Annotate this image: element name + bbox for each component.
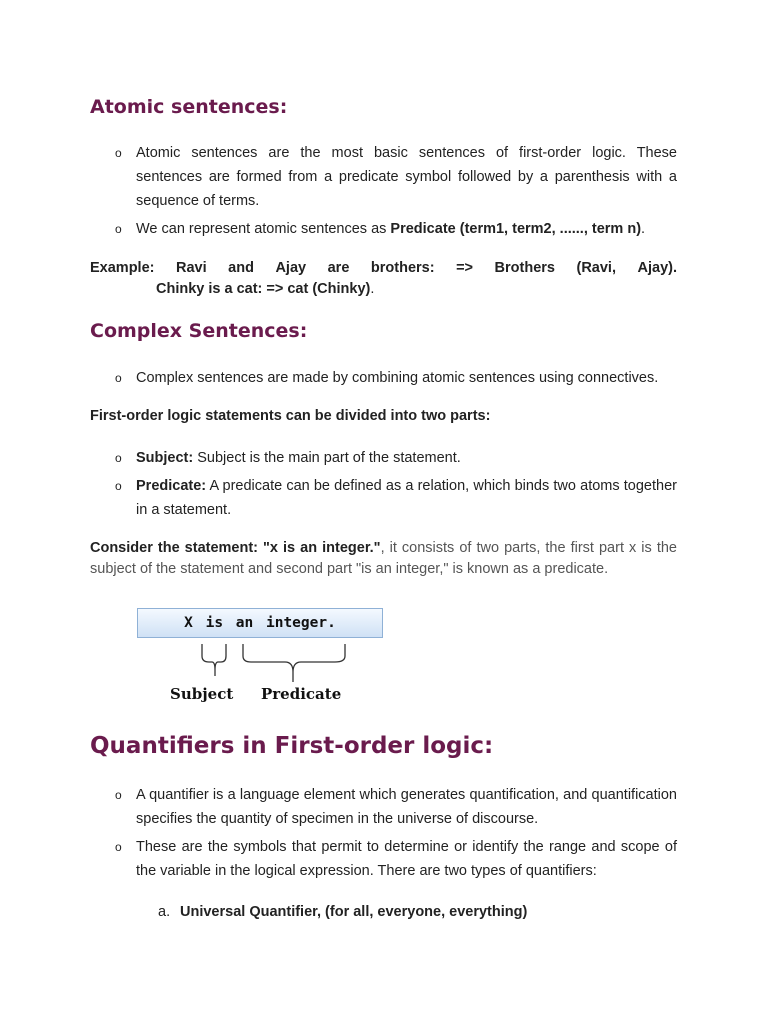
list-item bbox=[90, 217, 677, 241]
example-word: brothers: bbox=[370, 260, 435, 276]
example-word: Ajay bbox=[275, 260, 307, 276]
example-word: (Ravi, bbox=[576, 260, 616, 276]
heading-quantifiers: Quantifiers in First-order logic: bbox=[90, 733, 494, 759]
complex-bullet-list bbox=[90, 366, 677, 394]
bullet-marker: o bbox=[115, 788, 122, 802]
example-text: Chinky is a cat: => cat (Chinky) bbox=[156, 281, 371, 297]
predicate-label: Predicate bbox=[261, 685, 342, 703]
list-item bbox=[90, 366, 677, 390]
list-item bbox=[90, 474, 677, 522]
heading-atomic-sentences: Atomic sentences: bbox=[90, 96, 288, 118]
bullet-marker: o bbox=[115, 371, 122, 385]
subject-label: Subject bbox=[170, 685, 234, 703]
example-word: Brothers bbox=[494, 260, 555, 276]
example-word: Ajay). bbox=[637, 260, 677, 276]
bullet-text-prefix: We can represent atomic sentences as bbox=[136, 221, 391, 237]
heading-complex-sentences: Complex Sentences: bbox=[90, 320, 308, 342]
example-period: . bbox=[370, 281, 375, 297]
list-item bbox=[90, 141, 677, 213]
consider-explanation: , it consists of two parts, the first part x is the subject of the statement and second part "is an integer," is known as a predicate. bbox=[90, 540, 677, 577]
bullet-text-suffix: . bbox=[641, 221, 646, 237]
bullet-text: Atomic sentences are the most basic sentences of first-order logic. These sentences are formed from a predicate symbol followed by a parenthesis with a sequence of terms. bbox=[136, 145, 677, 209]
bullet-text: These are the symbols that permit to determine or identify the range and scope of the variable in the logical expression. There are two types of quantifiers: bbox=[136, 839, 677, 879]
example-word: Example: bbox=[90, 260, 155, 276]
predicate-syntax: Predicate (term1, term2, ......, term n) bbox=[390, 221, 642, 237]
consider-statement: Consider the statement: "x is an integer." bbox=[90, 540, 381, 556]
bullet-marker: o bbox=[115, 146, 122, 160]
part-description: Subject is the main part of the statement. bbox=[193, 450, 461, 466]
example-line-2 bbox=[90, 279, 677, 300]
example-word: and bbox=[228, 260, 254, 276]
bullet-marker: o bbox=[115, 451, 122, 465]
atomic-bullet-list bbox=[90, 141, 677, 245]
bullet-marker: o bbox=[115, 840, 122, 854]
example-word: are bbox=[327, 260, 350, 276]
consider-paragraph bbox=[90, 538, 677, 580]
bullet-text: A quantifier is a language element which generates quantification, and quantification specifies the quantity of specimen in the universe of discourse. bbox=[136, 787, 677, 827]
quantifier-bullet-list bbox=[90, 783, 677, 887]
part-term: Predicate: bbox=[136, 478, 207, 494]
quantifier-type-item bbox=[158, 904, 527, 920]
atomic-example bbox=[90, 258, 677, 300]
list-item bbox=[90, 783, 677, 831]
example-line-1 bbox=[90, 258, 677, 279]
bullet-text: Complex sentences are made by combining atomic sentences using connectives. bbox=[136, 370, 659, 386]
parts-list bbox=[90, 446, 677, 526]
bullet-marker: o bbox=[115, 222, 122, 236]
quantifier-type-label: Universal Quantifier, (for all, everyone, everything) bbox=[180, 904, 528, 920]
subject-predicate-diagram bbox=[137, 608, 383, 708]
part-term: Subject: bbox=[136, 450, 194, 466]
example-word: => bbox=[456, 260, 474, 276]
list-marker: a. bbox=[158, 904, 171, 920]
list-item bbox=[90, 835, 677, 883]
bullet-marker: o bbox=[115, 479, 122, 493]
example-word: Ravi bbox=[176, 260, 207, 276]
brace-lines bbox=[137, 638, 383, 718]
part-description: A predicate can be defined as a relation, which binds two atoms together in a statement. bbox=[136, 478, 677, 518]
list-item bbox=[90, 446, 677, 470]
parts-intro: First-order logic statements can be divided into two parts: bbox=[90, 408, 491, 424]
statement-box: X is an integer. bbox=[137, 608, 383, 638]
